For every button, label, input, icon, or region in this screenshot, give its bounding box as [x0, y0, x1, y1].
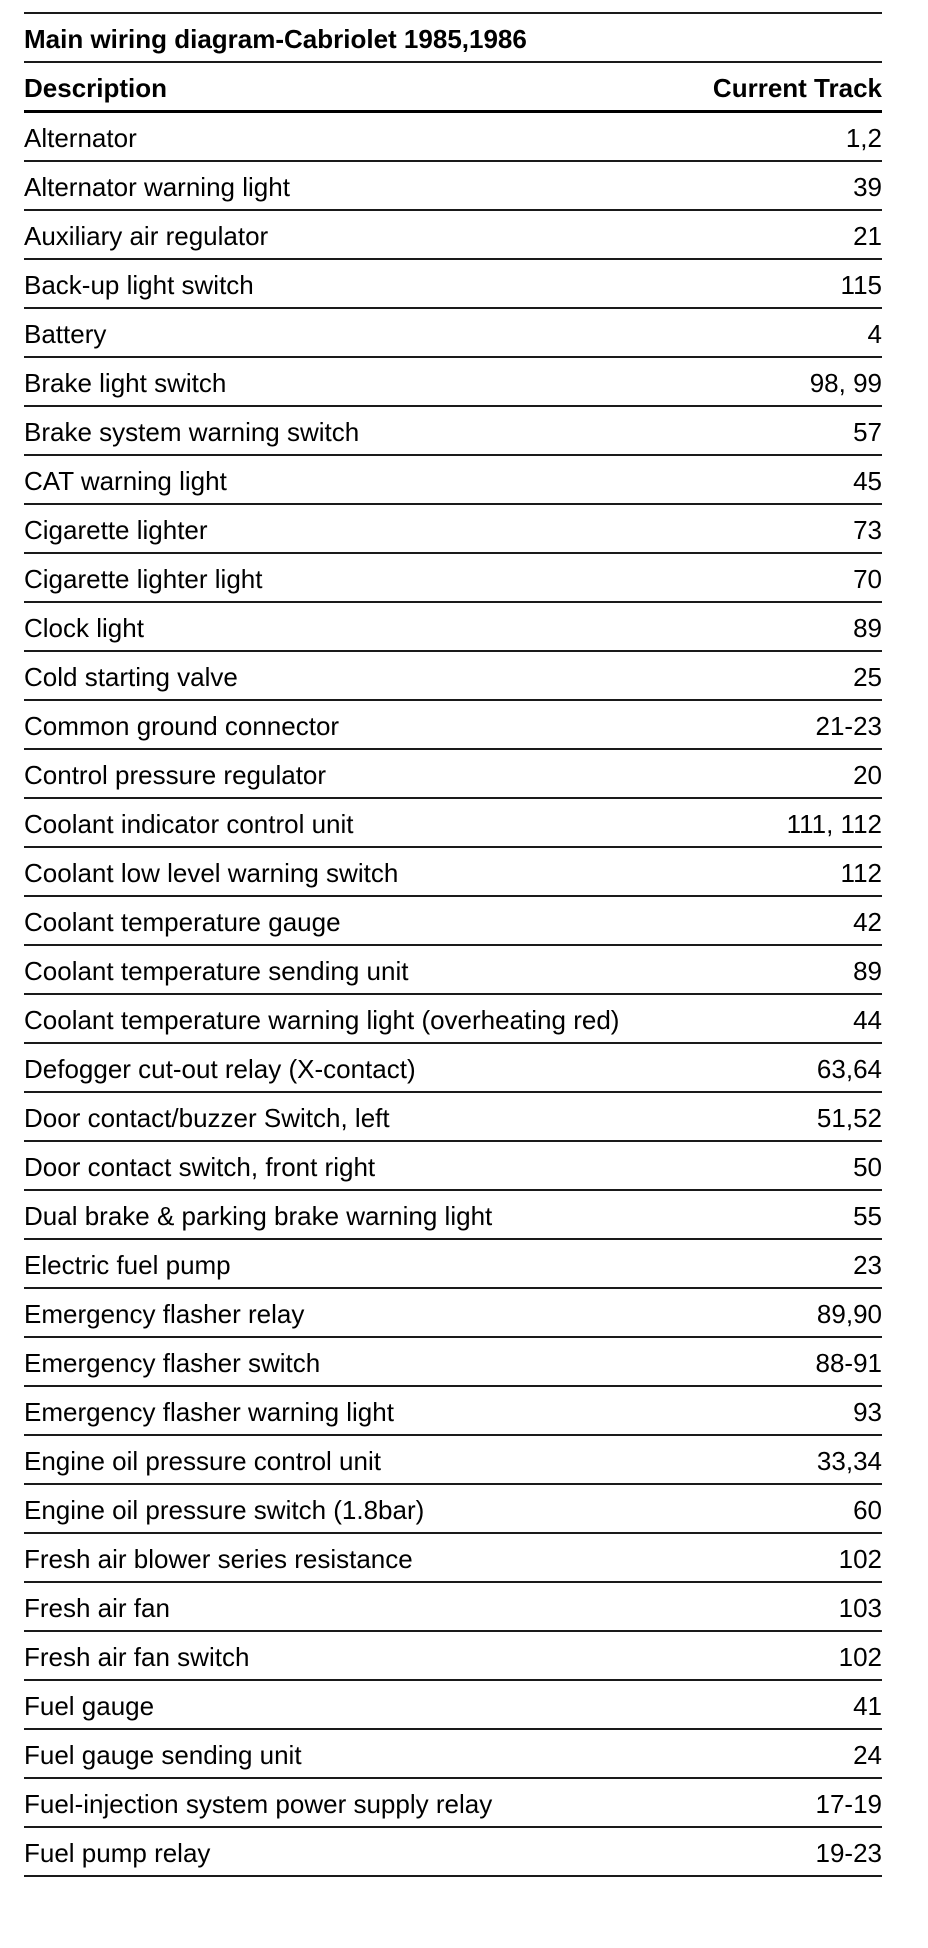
row-current-track: 73	[853, 514, 882, 545]
row-description: Fuel gauge sending unit	[24, 1739, 302, 1770]
row-current-track: 102	[838, 1543, 882, 1574]
row-current-track: 23	[853, 1249, 882, 1280]
table-body	[24, 113, 882, 1877]
table-row	[24, 162, 882, 211]
row-current-track: 21	[853, 220, 882, 251]
row-description: Fresh air fan switch	[24, 1641, 250, 1672]
table-row	[24, 701, 882, 750]
table-row	[24, 1730, 882, 1779]
table-row	[24, 848, 882, 897]
row-current-track: 55	[853, 1200, 882, 1231]
row-current-track: 111, 112	[786, 808, 882, 839]
table-row	[24, 407, 882, 456]
row-description: Coolant temperature warning light (overheating red)	[24, 1004, 620, 1035]
table-row	[24, 946, 882, 995]
table-row	[24, 1436, 882, 1485]
row-description: Auxiliary air regulator	[24, 220, 269, 251]
table-row	[24, 603, 882, 652]
table-row	[24, 211, 882, 260]
row-current-track: 33,34	[816, 1445, 882, 1476]
table-row	[24, 652, 882, 701]
table-row	[24, 750, 882, 799]
row-current-track: 1,2	[845, 122, 882, 153]
row-description: Alternator	[24, 122, 137, 153]
row-current-track: 50	[853, 1151, 882, 1182]
table-row	[24, 799, 882, 848]
row-description: Brake light switch	[24, 367, 227, 398]
row-current-track: 112	[840, 857, 882, 888]
row-current-track: 93	[853, 1396, 882, 1427]
row-current-track: 60	[853, 1494, 882, 1525]
table-row	[24, 1779, 882, 1828]
row-current-track: 41	[853, 1690, 882, 1721]
row-description: Fuel-injection system power supply relay	[24, 1788, 493, 1819]
table-row	[24, 1583, 882, 1632]
row-current-track: 20	[853, 759, 882, 790]
header-description: Description	[24, 72, 168, 103]
table-title-row	[24, 12, 882, 63]
row-current-track: 21-23	[815, 710, 882, 741]
row-description: Brake system warning switch	[24, 416, 360, 447]
table-row	[24, 260, 882, 309]
row-description: Coolant low level warning switch	[24, 857, 399, 888]
row-description: Emergency flasher relay	[24, 1298, 305, 1329]
row-description: Electric fuel pump	[24, 1249, 231, 1280]
table-header-row	[24, 63, 882, 113]
row-current-track: 25	[853, 661, 882, 692]
table-row	[24, 456, 882, 505]
table-row	[24, 1387, 882, 1436]
row-current-track: 45	[853, 465, 882, 496]
table-row	[24, 113, 882, 162]
table-row	[24, 1534, 882, 1583]
row-current-track: 89	[853, 955, 882, 986]
row-description: Fuel gauge	[24, 1690, 155, 1721]
row-description: Defogger cut-out relay (X-contact)	[24, 1053, 416, 1084]
row-description: Battery	[24, 318, 107, 349]
table-row	[24, 1338, 882, 1387]
table-row	[24, 1240, 882, 1289]
row-description: Control pressure regulator	[24, 759, 327, 790]
row-description: Fuel pump relay	[24, 1837, 211, 1868]
row-description: Coolant temperature gauge	[24, 906, 341, 937]
row-description: Back-up light switch	[24, 269, 254, 300]
row-current-track: 57	[853, 416, 882, 447]
table-row	[24, 358, 882, 407]
row-current-track: 89,90	[816, 1298, 882, 1329]
row-current-track: 19-23	[815, 1837, 882, 1868]
row-description: Fresh air blower series resistance	[24, 1543, 413, 1574]
row-description: Alternator warning light	[24, 171, 290, 202]
row-current-track: 63,64	[816, 1053, 882, 1084]
row-description: Dual brake & parking brake warning light	[24, 1200, 493, 1231]
row-current-track: 89	[853, 612, 882, 643]
row-description: Door contact/buzzer Switch, left	[24, 1102, 390, 1133]
row-description: Emergency flasher warning light	[24, 1396, 394, 1427]
row-current-track: 24	[853, 1739, 882, 1770]
table-row	[24, 1142, 882, 1191]
table-row	[24, 1044, 882, 1093]
table-row	[24, 1093, 882, 1142]
table-row	[24, 1485, 882, 1534]
row-description: Engine oil pressure control unit	[24, 1445, 381, 1476]
table-row	[24, 309, 882, 358]
row-description: Fresh air fan	[24, 1592, 170, 1623]
table-row	[24, 1632, 882, 1681]
row-description: Coolant temperature sending unit	[24, 955, 409, 986]
row-current-track: 4	[867, 318, 882, 349]
table-row	[24, 1681, 882, 1730]
row-description: Cigarette lighter	[24, 514, 208, 545]
row-current-track: 88-91	[815, 1347, 882, 1378]
row-description: Engine oil pressure switch (1.8bar)	[24, 1494, 425, 1525]
row-description: Clock light	[24, 612, 144, 643]
row-description: Door contact switch, front right	[24, 1151, 376, 1182]
row-description: Coolant indicator control unit	[24, 808, 354, 839]
row-current-track: 98, 99	[809, 367, 882, 398]
row-description: Cigarette lighter light	[24, 563, 263, 594]
row-current-track: 103	[838, 1592, 882, 1623]
row-description: CAT warning light	[24, 465, 227, 496]
wiring-table	[24, 12, 882, 1877]
row-description: Common ground connector	[24, 710, 340, 741]
table-row	[24, 554, 882, 603]
row-current-track: 115	[840, 269, 882, 300]
table-row	[24, 1191, 882, 1240]
row-current-track: 17-19	[815, 1788, 882, 1819]
row-current-track: 70	[853, 563, 882, 594]
table-row	[24, 897, 882, 946]
row-current-track: 102	[838, 1641, 882, 1672]
row-description: Emergency flasher switch	[24, 1347, 321, 1378]
row-current-track: 44	[853, 1004, 882, 1035]
table-row	[24, 995, 882, 1044]
table-row	[24, 1289, 882, 1338]
table-title: Main wiring diagram-Cabriolet 1985,1986	[24, 23, 527, 54]
row-current-track: 42	[853, 906, 882, 937]
row-current-track: 51,52	[816, 1102, 882, 1133]
header-current-track: Current Track	[712, 72, 882, 103]
table-row	[24, 1828, 882, 1877]
row-description: Cold starting valve	[24, 661, 238, 692]
row-current-track: 39	[853, 171, 882, 202]
table-row	[24, 505, 882, 554]
